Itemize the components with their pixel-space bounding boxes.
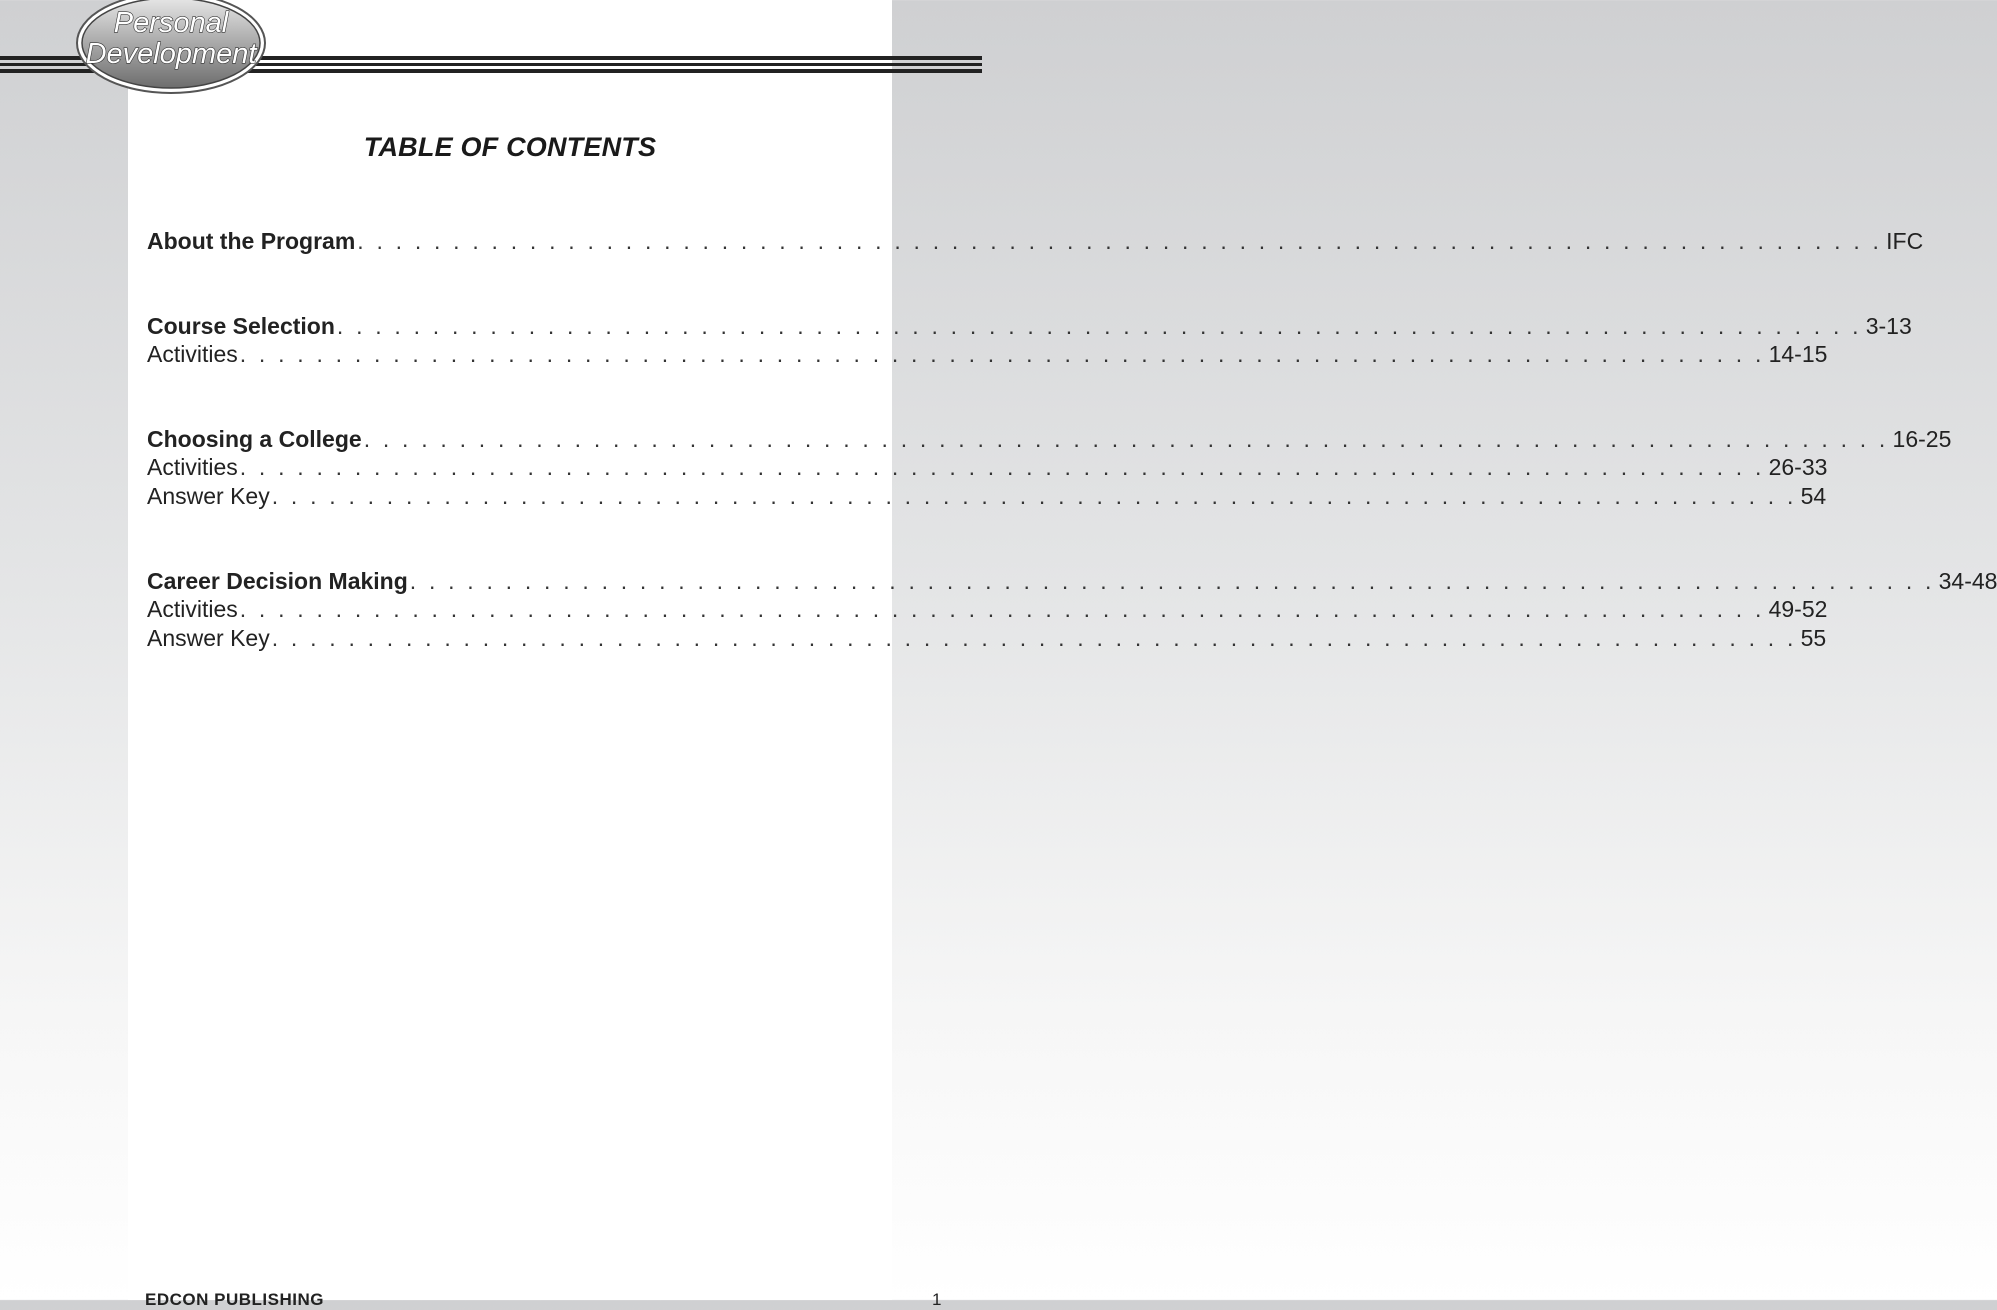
toc-entry-label: Activities xyxy=(147,454,238,481)
dot-leader: . . . . . . . . . . . . . . . . . . . . . . . . . . . . . . . . . . . . . . . . . . . . . . . . . . . . . . . . . . . . . . . . . . . . . . . . . . . . . . . . xyxy=(336,312,1862,339)
toc-entry-page: 55 xyxy=(1800,624,1827,651)
toc-entry-page: IFC xyxy=(1886,228,1924,254)
dot-leader: . . . . . . . . . . . . . . . . . . . . . . . . . . . . . . . . . . . . . . . . . . . . . . . . . . . . . . . . . . . . . . . . . . . . . . . . . . . . . . . . xyxy=(271,624,1797,651)
footer-publisher: EDCON PUBLISHING xyxy=(145,1290,324,1309)
toc-entry xyxy=(147,596,1828,625)
toc-entry-page: 54 xyxy=(1800,482,1827,509)
table-of-contents xyxy=(147,228,1997,709)
toc-section xyxy=(147,228,1924,257)
personal-development-logo xyxy=(74,0,268,94)
dot-leader: . . . . . . . . . . . . . . . . . . . . . . . . . . . . . . . . . . . . . . . . . . . . . . . . . . . . . . . . . . . . . . . . . . . . . . . . . . . . . . . . xyxy=(239,596,1765,623)
toc-section xyxy=(147,312,1912,370)
logo-line-1: Personal xyxy=(113,7,229,39)
logo-line-2: Development xyxy=(85,38,257,70)
page-title: TABLE OF CONTENTS xyxy=(363,132,657,162)
footer-page-number: 1 xyxy=(932,1290,942,1309)
dot-leader: . . . . . . . . . . . . . . . . . . . . . . . . . . . . . . . . . . . . . . . . . . . . . . . . . . . . . . . . . . . . . . . . . . . . . . . . . . . . . . . . xyxy=(239,454,1765,481)
toc-entry-page: 49-52 xyxy=(1768,596,1828,623)
toc-entry-page: 26-33 xyxy=(1768,454,1828,481)
toc-entry-label: Answer Key xyxy=(147,624,270,651)
dot-leader: . . . . . . . . . . . . . . . . . . . . . . . . . . . . . . . . . . . . . . . . . . . . . . . . . . . . . . . . . . . . . . . . . . . . . . . . . . . . . . . . xyxy=(409,567,1935,594)
toc-entry-page: 16-25 xyxy=(1892,425,1952,452)
toc-section-heading xyxy=(147,567,1997,597)
toc-entry-label: Course Selection xyxy=(147,312,335,339)
toc-section-heading xyxy=(147,312,1912,342)
toc-entry xyxy=(147,341,1828,370)
dot-leader: . . . . . . . . . . . . . . . . . . . . . . . . . . . . . . . . . . . . . . . . . . . . . . . . . . . . . . . . . . . . . . . . . . . . . . . . . . . . . . . . xyxy=(239,341,1765,368)
dot-leader: . . . . . . . . . . . . . . . . . . . . . . . . . . . . . . . . . . . . . . . . . . . . . . . . . . . . . . . . . . . . . . . . . . . . . . . . . . . . . . . . xyxy=(357,228,1883,254)
toc-entry-label: Activities xyxy=(147,596,238,623)
toc-section-heading xyxy=(147,228,1924,257)
dot-leader: . . . . . . . . . . . . . . . . . . . . . . . . . . . . . . . . . . . . . . . . . . . . . . . . . . . . . . . . . . . . . . . . . . . . . . . . . . . . . . . . xyxy=(363,425,1889,452)
toc-entry xyxy=(147,482,1827,512)
toc-entry-label: About the Program xyxy=(147,228,356,254)
toc-entry-page: 14-15 xyxy=(1768,341,1828,368)
dot-leader: . . . . . . . . . . . . . . . . . . . . . . . . . . . . . . . . . . . . . . . . . . . . . . . . . . . . . . . . . . . . . . . . . . . . . . . . . . . . . . . . xyxy=(271,482,1797,509)
toc-entry xyxy=(147,624,1827,654)
toc-section-heading xyxy=(147,425,1952,455)
toc-entry xyxy=(147,454,1828,483)
toc-entry-label: Answer Key xyxy=(147,482,270,509)
toc-entry-label: Choosing a College xyxy=(147,425,362,452)
toc-entry-label: Activities xyxy=(147,341,238,368)
toc-entry-page: 34-48 xyxy=(1938,567,1997,594)
toc-section xyxy=(147,425,1952,512)
toc-entry-page: 3-13 xyxy=(1865,312,1912,339)
toc-entry-label: Career Decision Making xyxy=(147,567,408,594)
toc-section xyxy=(147,567,1997,654)
